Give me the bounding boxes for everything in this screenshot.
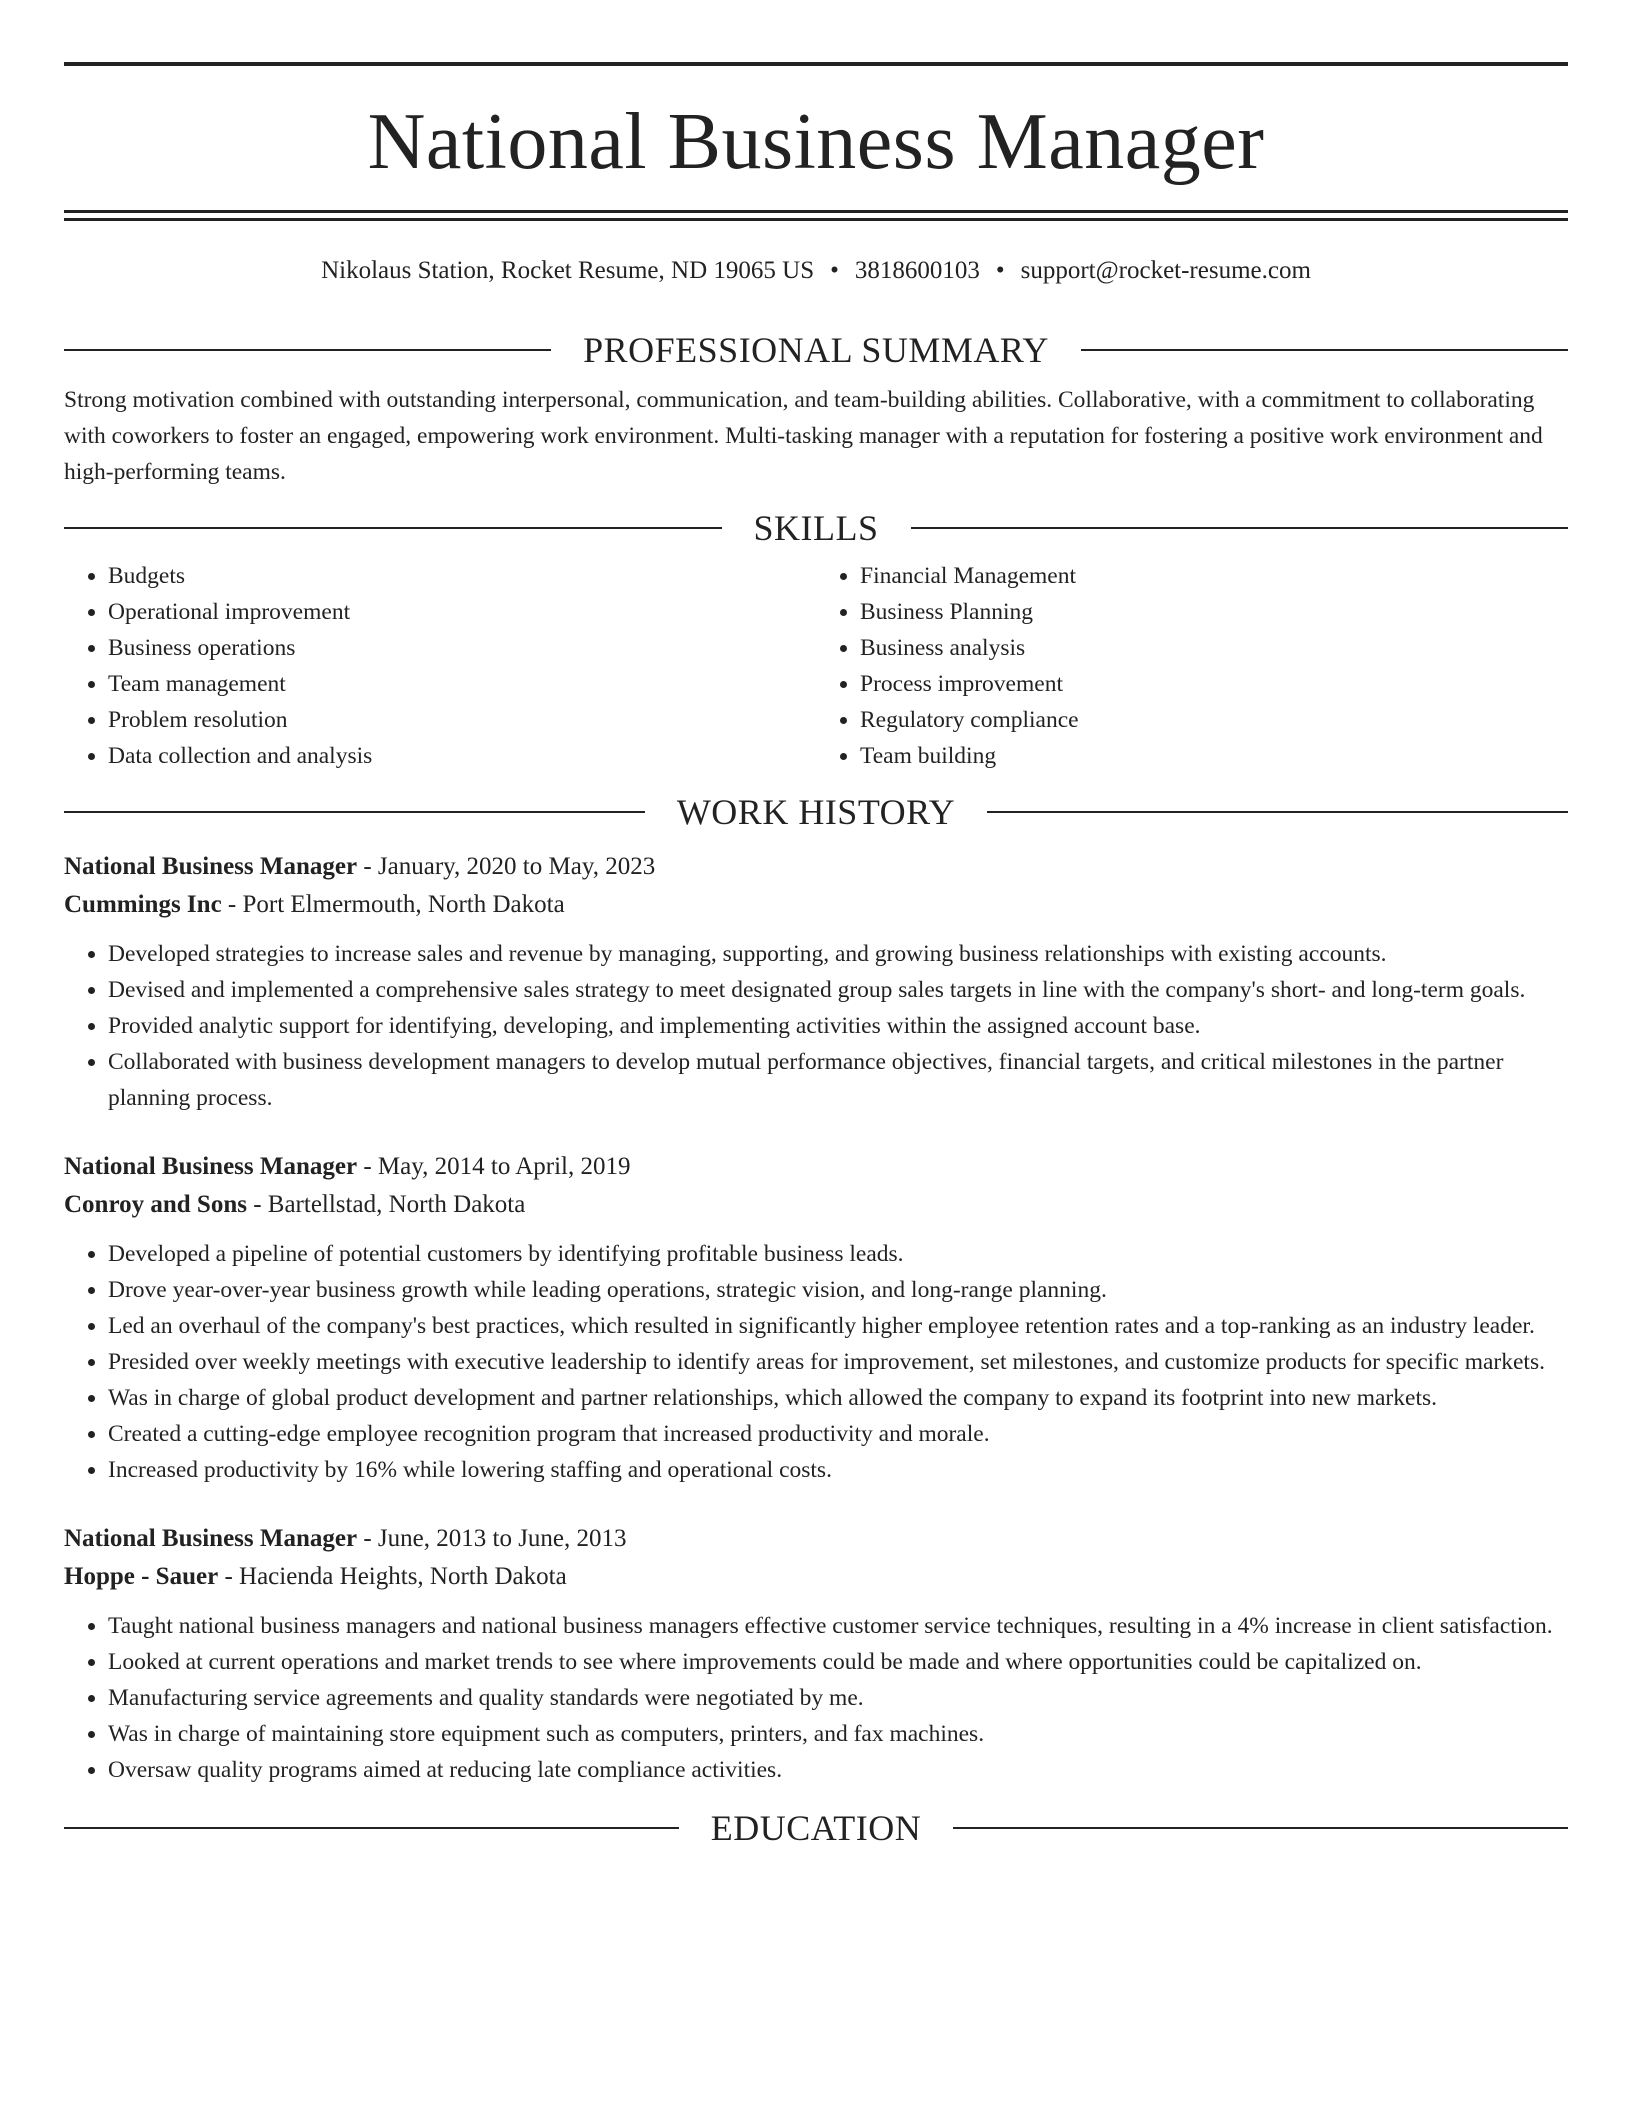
- job-bullets: [64, 1236, 1568, 1488]
- job-company-line: Conroy and Sons - Bartellstad, North Dakota: [64, 1190, 526, 1218]
- job-company-line: Hoppe - Sauer - Hacienda Heights, North Dakota: [64, 1562, 567, 1590]
- job-bullet: • Manufacturing service agreements and quality standards were negotiated by me.: [108, 1680, 1568, 1716]
- top-rule: [64, 62, 1568, 66]
- skill-item: • Budgets: [108, 558, 816, 594]
- heading-rule-right: [953, 1827, 1568, 1829]
- job-bullet: • Was in charge of global product development and partner relationships, which allowed the company to expand its footprint into new markets.: [108, 1380, 1568, 1416]
- job-bullets: [64, 936, 1568, 1116]
- job-company: Hoppe - Sauer: [64, 1562, 219, 1590]
- skill-item: • Data collection and analysis: [108, 738, 816, 774]
- section-heading-work: [64, 791, 1568, 832]
- job-bullet: • Led an overhaul of the company's best practices, which resulted in significantly higher employee retention rates and a top-ranking as an industry leader.: [108, 1308, 1568, 1344]
- heading-rule-left: [64, 1827, 679, 1829]
- job-bullet: • Increased productivity by 16% while lowering staffing and operational costs.: [108, 1452, 1568, 1488]
- contact-line: [64, 255, 1568, 288]
- contact-email: support@rocket-resume.com: [1020, 257, 1311, 284]
- job-entry: [64, 1520, 1568, 1788]
- skill-item: • Operational improvement: [108, 594, 816, 630]
- heading-rule-right: [1081, 349, 1568, 351]
- contact-phone: 3818600103: [854, 257, 980, 284]
- job-bullet: • Developed strategies to increase sales and revenue by managing, supporting, and growing business relationships with existing accounts.: [108, 936, 1568, 972]
- skill-item: • Regulatory compliance: [860, 702, 1568, 738]
- job-bullet: • Created a cutting-edge employee recognition program that increased productivity and morale.: [108, 1416, 1568, 1452]
- heading-rule-left: [64, 349, 551, 351]
- skill-item: • Team building: [860, 738, 1568, 774]
- job-bullet: • Devised and implemented a comprehensive sales strategy to meet designated group sales targets in line with the company's short- and long-term goals.: [108, 972, 1568, 1008]
- skills-list: [64, 558, 1568, 774]
- job-bullet: • Presided over weekly meetings with executive leadership to identify areas for improvement, set milestones, and customize products for specific markets.: [108, 1344, 1568, 1380]
- job-bullet: • Taught national business managers and national business managers effective customer service techniques, resulting in a 4% increase in client satisfaction.: [108, 1608, 1568, 1644]
- job-bullet: • Provided analytic support for identifying, developing, and implementing activities within the assigned account base.: [108, 1008, 1568, 1044]
- contact-separator: •: [995, 257, 1005, 284]
- job-entry: [64, 1148, 1568, 1488]
- job-dates: January, 2020 to May, 2023: [377, 852, 656, 880]
- job-company: Cummings Inc: [64, 890, 222, 918]
- job-location: Hacienda Heights, North Dakota: [239, 1562, 567, 1590]
- contact-address: Nikolaus Station, Rocket Resume, ND 19065 US: [321, 257, 815, 284]
- job-bullet: • Looked at current operations and market trends to see where improvements could be made and where opportunities could be capitalized on.: [108, 1644, 1568, 1680]
- resume-title: National Business Manager: [367, 98, 1265, 186]
- job-title: National Business Manager: [64, 1524, 358, 1552]
- summary-text: Strong motivation combined with outstanding interpersonal, communication, and team-building abilities. Collaborative, with a commitment to collaborating with coworkers to foster an engaged, empowering work environment. Multi-tasking manager with a reputation for fostering a positive work environment and high-performing teams.: [64, 386, 1543, 485]
- section-heading-education: [64, 1807, 1568, 1848]
- skill-item: • Business analysis: [860, 630, 1568, 666]
- section-title: SKILLS: [753, 507, 879, 548]
- job-dates: May, 2014 to April, 2019: [377, 1152, 631, 1180]
- heading-rule-right: [987, 811, 1568, 813]
- contact-separator: •: [830, 257, 839, 284]
- heading-rule-left: [64, 527, 722, 529]
- job-bullets: [64, 1608, 1568, 1788]
- job-title: National Business Manager: [64, 852, 358, 880]
- job-location: Bartellstad, North Dakota: [267, 1190, 526, 1218]
- job-dates: June, 2013 to June, 2013: [377, 1524, 627, 1552]
- section-title: EDUCATION: [710, 1807, 922, 1848]
- skills-column-left: [64, 558, 816, 774]
- job-title-line: National Business Manager - January, 2020 to May, 2023: [64, 852, 656, 880]
- job-title: National Business Manager: [64, 1152, 358, 1180]
- skill-item: • Business Planning: [860, 594, 1568, 630]
- skill-item: • Business operations: [108, 630, 816, 666]
- job-entry: [64, 848, 1568, 1116]
- job-title-line: National Business Manager - June, 2013 to June, 2013: [64, 1524, 627, 1552]
- job-bullet: • Was in charge of maintaining store equipment such as computers, printers, and fax machines.: [108, 1716, 1568, 1752]
- section-title: WORK HISTORY: [676, 791, 956, 832]
- job-bullet: • Developed a pipeline of potential customers by identifying profitable business leads.: [108, 1236, 1568, 1272]
- job-bullet: • Drove year-over-year business growth while leading operations, strategic vision, and long-range planning.: [108, 1272, 1568, 1308]
- skill-item: • Process improvement: [860, 666, 1568, 702]
- skill-item: • Financial Management: [860, 558, 1568, 594]
- skill-item: • Team management: [108, 666, 816, 702]
- job-company-line: Cummings Inc - Port Elmermouth, North Dakota: [64, 890, 565, 918]
- job-location: Port Elmermouth, North Dakota: [242, 890, 565, 918]
- job-bullet: • Collaborated with business development managers to develop mutual performance objectives, financial targets, and critical milestones in the partner planning process.: [108, 1044, 1568, 1116]
- section-heading-skills: [64, 507, 1568, 548]
- job-bullet: • Oversaw quality programs aimed at reducing late compliance activities.: [108, 1752, 1568, 1788]
- section-heading-summary: [64, 329, 1568, 370]
- heading-rule-left: [64, 811, 645, 813]
- job-company: Conroy and Sons: [64, 1190, 247, 1218]
- title-double-rule: [64, 210, 1568, 221]
- job-title-line: National Business Manager - May, 2014 to April, 2019: [64, 1152, 631, 1180]
- skill-item: • Problem resolution: [108, 702, 816, 738]
- skills-column-right: [816, 558, 1568, 774]
- section-title: PROFESSIONAL SUMMARY: [583, 329, 1049, 370]
- heading-rule-right: [911, 527, 1569, 529]
